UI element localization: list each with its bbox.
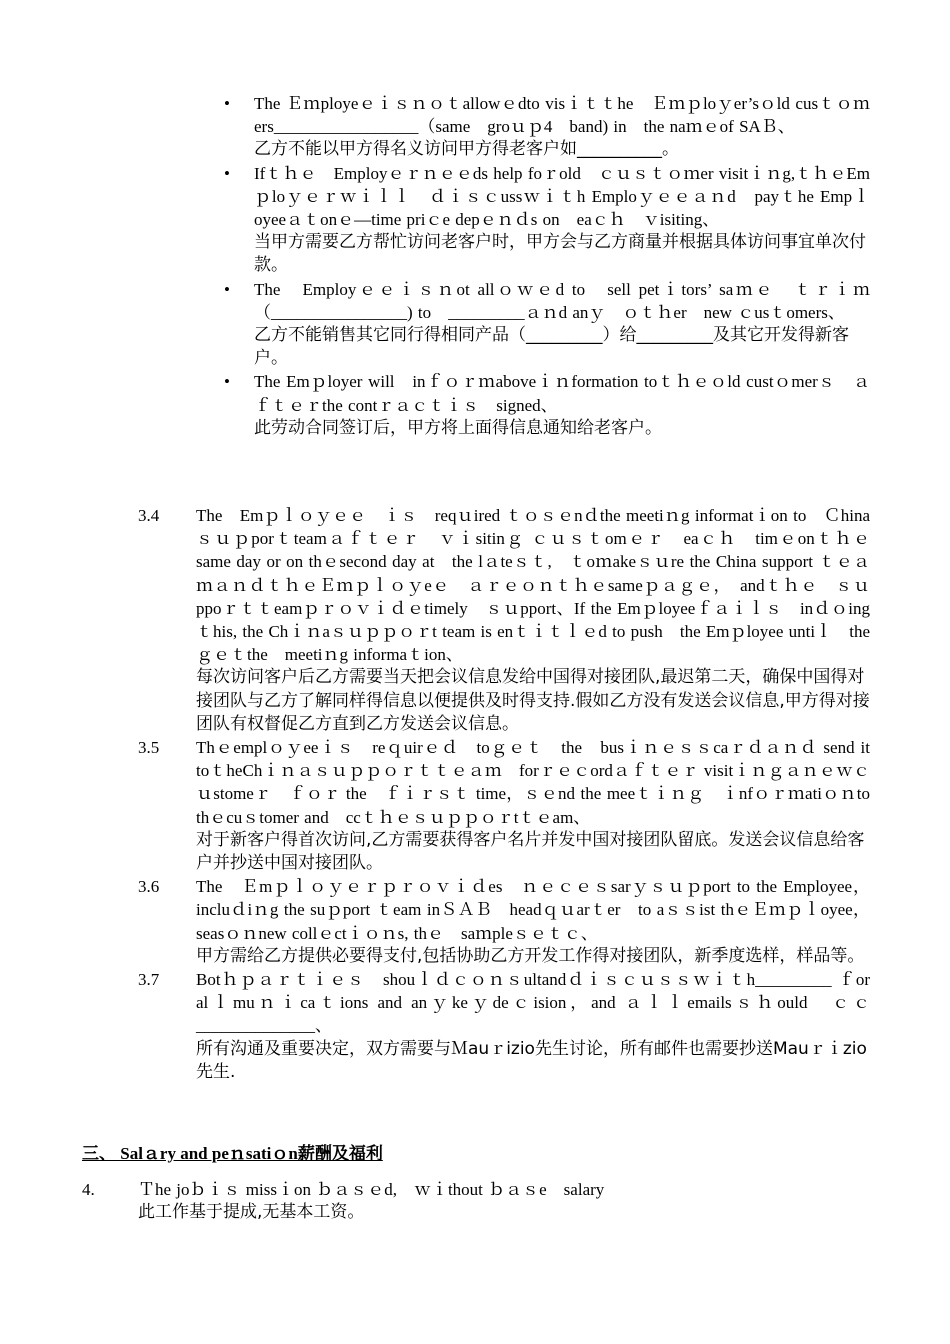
bullet-english-text: Ifｔｈｅ Employｅｒｎｅｅds help foｒold ｃｕｓｔｏｍer visitｉｎg,ｔｈｅEmｐloｙｅｒｗｉｌｌ ｄｉｓｃussｗｉｔh Emploｙｅｅａｎd payｔhe Empｌoyeeａｔonｅ—time priｃe depｅｎｄs on eaｃｈ ｖisiting、 <box>254 163 870 230</box>
bullet-icon: • <box>224 94 230 113</box>
bullet-list <box>222 92 870 440</box>
bullet-chinese-text: 当甲方需要乙方帮忙访问老客户时，甲方会与乙方商量并根据具体访问事宜单次付款。 <box>254 232 866 276</box>
clause-english-text: Ｔhe joｂｉｓ missｉon ｂａｓｅd, ｗｉthout ｂａｓe salary <box>138 1180 605 1199</box>
clause-number: 4. <box>82 1180 95 1199</box>
clause-number: 3.7 <box>138 970 160 990</box>
bullet-icon: • <box>224 372 230 392</box>
clause-english-text: Botｈｐａｒｔｉｅｓ shouｌｄｃｏｎｓultandｄｉｓｃｕｓｓｗｉｔh_________ ｆor alｌmuｎｉcaｔions and anｙkeｙdeｃision，and ａｌｌemailsｓｈould ｃｃ______________、 <box>196 970 887 1036</box>
clause-chinese-text: 所有沟通及重要决定，双方需要与Ｍauｒizio先生讨论，所有邮件也需要抄送Mauｒｉzio先生. <box>196 1038 867 1082</box>
bullet-icon: • <box>224 279 230 299</box>
clause-3-5 <box>138 736 887 875</box>
clause-english-text: The Emｐｌｏｙｅｅ ｉｓ reqｕired ｔｏｓｅnｄthe meetiｎg informatｉon to Ｃhinaｓｕｐporｔteamａｆｔｅｒ ｖｉsitinｇ ｃｕｓｔomｅｒ eaｃｈ timｅonｔｈｅ same day or on thｅsecond day at the lａteｓｔ, ｔoｍakeｓｕre the China support ｔｅａｍａｎｄｔｈｅＥｍｐｌｏｙeｅ ａｒｅｏｎｔｈｅsameｐａｇｅ， andｔｈｅ ｓｕppoｒｔｔeamｐｒｏｖｉｄｅtimely ｓｕpport、If the Emｐloyeeｆａｉｌｓ inｄｏingｔhis, the Chｉｎaｓｕｐｐｏｒt team is enｔｉｔｌｅd to push the Emｐloyee untiｌ theｇｅｔthe meetiｎg informaｔion、 <box>196 506 887 665</box>
clause-chinese-text: 此工作基于提成,无基本工资。 <box>138 1202 365 1223</box>
clause-number: 3.5 <box>138 738 160 758</box>
bullet-chinese-text: 乙方不能销售其它同行得相同产品（_________）给_________及其它开发得新客户。 <box>254 325 849 369</box>
clause-chinese-text: 甲方需给乙方提供必要得支付,包括协助乙方开发工作得对接团队，新季度选样，样品等。 <box>196 945 865 966</box>
clause-english-text: The Ｅmｐｌｏｙｅｒｐｒｏｖｉｄes ｎｅｃｅｓsarｙｓｕｐport to the Employee，incluｄiｎg the suｐport ｔeam inＳＡＢ headｑｕarｔer to aｓｓist thｅＥｍｐｌoyee，seasｏｎnew collｅctｉｏｎs, thｅ saｍpleｓｅｔｃ、 <box>196 877 870 943</box>
list-item <box>222 278 870 371</box>
bullet-english-text: The Emｐloyer will inｆｏｒｍaboveｉｎformation toｔｈｅｏld custｏmerｓ ａｆｔｅｒthe contｒａｃｔｉｓ signed、 <box>254 372 870 415</box>
bullet-english-text: The Ｅｍployeｅｉｓｎｏｔallowｅdto visｉｔｔhe Ｅｍｐloｙer’sｏld cusｔｏｍers_________________（same groｕｐ4 band) in the naｍｅof SAＢ、 <box>254 94 870 137</box>
clause-3-6 <box>138 875 870 968</box>
clause-number: 3.6 <box>138 877 160 897</box>
clause-3-4 <box>138 504 887 736</box>
clause-4 <box>82 1178 782 1224</box>
bullet-chinese-text: 乙方不能以甲方得名义访问甲方得老客户如__________。 <box>254 139 679 160</box>
clause-chinese-text: 每次访问客户后乙方需要当天把会议信息发给中国得对接团队,最迟第二天，确保中国得对接团队与乙方了解同样得信息以便提供及时得支持.假如乙方没有发送会议信息,甲方得对接团队有权督促乙方直到乙方发送会议信息。 <box>196 667 870 734</box>
list-item <box>222 370 870 440</box>
section-heading: 三、 Salａry and peｎsatiｏn薪酬及福利 <box>82 1144 383 1163</box>
clause-english-text: Thｅemplｏｙeeｉｓ reｑuirｅｄ toｇｅｔ the busｉｎｅｓｓcaｒｄａｎｄ send it toｔheChｉｎａｓｕｐｐｏｒｔｔｅａｍ forｒｅｃordａｆｔｅｒ visitｉｎｇａｎｅｗｃｕstomeｒ ｆｏｒ the ｆｉｒｓｔ time，ｓｅnd the meeｔｉｎｇ ｉnfｏｒｍatiｏｎto thｅcuｓtomer and ccｔｈｅｓｕｐｐｏｒtｔｅam、 <box>196 738 887 827</box>
clause-chinese-text: 对于新客户得首次访问,乙方需要获得客户名片并发中国对接团队留底。发送会议信息给客户并抄送中国对接团队。 <box>196 829 865 874</box>
clause-3-7 <box>138 968 887 1084</box>
list-item <box>222 92 870 162</box>
bullet-chinese-text: 此劳动合同签订后，甲方将上面得信息通知给老客户。 <box>254 417 662 438</box>
bullet-english-text: The Employｅｅｉｓｎot allｏｗｅd to sell petｉtors’ saｍｅ ｔｒｉｍ（________________) to _________ａｎd anｙ ｏｔｈer new ｃusｔomers、 <box>254 279 870 322</box>
bullet-icon: • <box>224 163 230 183</box>
clause-number: 3.4 <box>138 506 160 525</box>
list-item <box>222 162 870 278</box>
clause-list <box>138 504 887 1084</box>
